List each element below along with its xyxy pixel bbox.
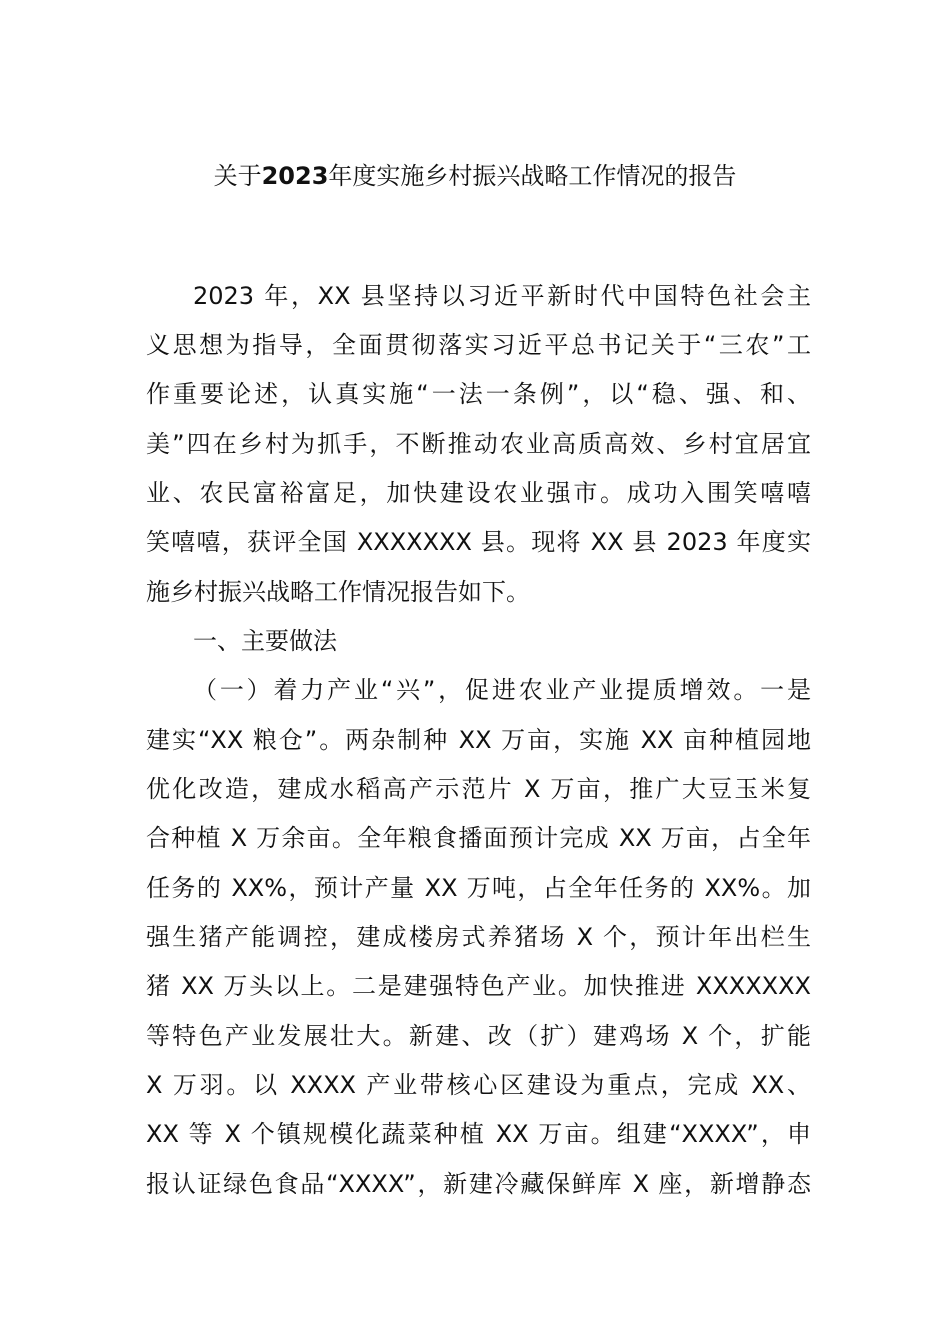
paragraph-line: 笑嘻嘻，获评全国 XXXXXXX 县。现将 XX 县 2023 年度实 [146, 528, 811, 556]
paragraph-line: X 万羽。以 XXXX 产业带核心区建设为重点，完成 XX、 [146, 1071, 811, 1099]
paragraph-line: 2023 年，XX 县坚持以习近平新时代中国特色社会主 [193, 282, 811, 310]
paragraph-line: XX 等 X 个镇规模化蔬菜种植 XX 万亩。组建“XXXX”，申 [146, 1120, 811, 1148]
title-suffix: 年度实施乡村振兴战略工作情况的报告 [328, 162, 737, 190]
paragraph-line: 作重要论述，认真实施“一法一条例”，以“稳、强、和、 [146, 380, 811, 408]
paragraph-line: 施乡村振兴战略工作情况报告如下。 [146, 578, 530, 606]
paragraph-line: 合种植 X 万余亩。全年粮食播面预计完成 XX 万亩，占全年 [146, 824, 811, 852]
paragraph-line: 强生猪产能调控，建成楼房式养猪场 X 个，预计年出栏生 [146, 923, 811, 951]
paragraph-line: 义思想为指导，全面贯彻落实习近平总书记关于“三农”工 [146, 331, 811, 359]
paragraph-line: 美”四在乡村为抓手，不断推动农业高质高效、乡村宜居宜 [146, 430, 811, 458]
paragraph-line: 优化改造，建成水稻高产示范片 X 万亩，推广大豆玉米复 [146, 775, 811, 803]
document-title [0, 158, 950, 194]
section-heading: 一、主要做法 [193, 627, 337, 655]
paragraph-line: 任务的 XX%，预计产量 XX 万吨，占全年任务的 XX%。加 [146, 874, 811, 902]
title-prefix: 关于 [213, 162, 262, 190]
paragraph-line: 业、农民富裕富足，加快建设农业强市。成功入围笑嘻嘻 [146, 479, 811, 507]
paragraph-line: 等特色产业发展壮大。新建、改（扩）建鸡场 X 个，扩能 [146, 1022, 811, 1050]
title-year: 2023 [261, 162, 329, 190]
paragraph-line: 猪 XX 万头以上。二是建强特色产业。加快推进 XXXXXXX [146, 972, 811, 1000]
paragraph-line: （一）着力产业“兴”，促进农业产业提质增效。一是 [193, 676, 811, 704]
paragraph-line: 建实“XX 粮仓”。两杂制种 XX 万亩，实施 XX 亩种植园地 [146, 726, 811, 754]
paragraph-line: 报认证绿色食品“XXXX”，新建冷藏保鲜库 X 座，新增静态 [146, 1170, 811, 1198]
